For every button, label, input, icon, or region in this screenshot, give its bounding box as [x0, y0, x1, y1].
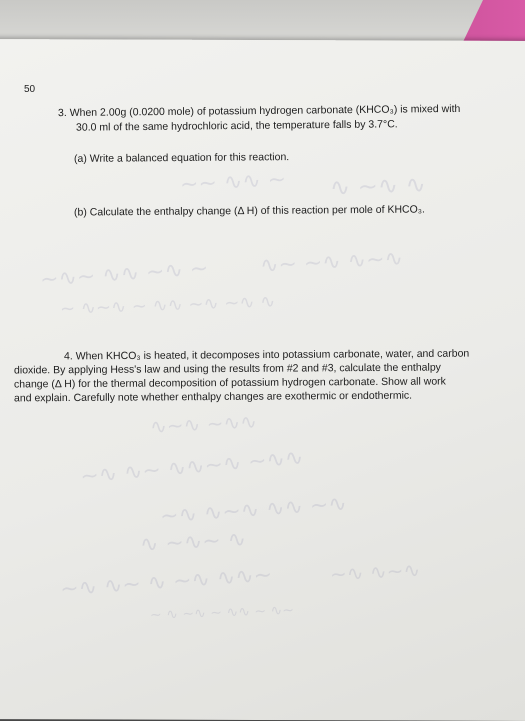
question-4-line-2: dioxide. By applying Hess's law and using the results from #2 and #3, calculate the enthalpy: [13, 361, 441, 377]
question-3a-prompt: (a) Write a balanced equation for this reaction.: [73, 151, 290, 165]
question-4-line-1: 4. When KHCO₃ is heated, it decomposes into potassium carbonate, water, and carbon: [63, 347, 470, 363]
page-number: 50: [24, 84, 36, 95]
question-3b-prompt: (b) Calculate the enthalpy change (Δ H) of this reaction per mole of KHCO₃.: [73, 203, 426, 219]
question-3-line-1: 3. When 2.00g (0.0200 mole) of potassium hydrogen carbonate (KHCO₃) is mixed with: [57, 102, 461, 120]
underlying-sheet: [0, 0, 525, 44]
question-4-line-4: and explain. Carefully note whether enthalpy changes are exothermic or endothermic.: [13, 389, 413, 405]
question-4-line-3: change (Δ H) for the thermal decomposition of potassium hydrogen carbonate. Show all work: [13, 375, 446, 391]
question-3-line-2: 30.0 ml of the same hydrochloric acid, the temperature falls by 3.7°C.: [75, 118, 398, 134]
